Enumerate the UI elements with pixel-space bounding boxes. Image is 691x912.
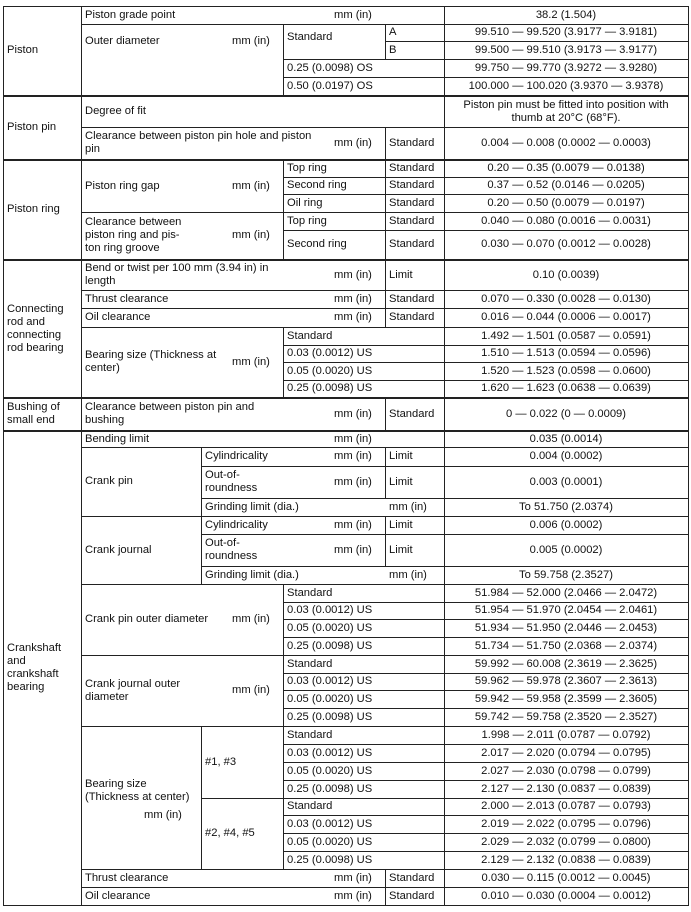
spec-value: 1.998 — 2.011 (0.0787 — 0.0792)	[481, 728, 651, 741]
condition-label: Standard	[389, 179, 435, 191]
spec-value: 51.934 — 51.950 (2.0446 — 2.0453)	[474, 621, 658, 634]
grade-label: B	[389, 43, 397, 56]
unit-label: mm (in)	[334, 292, 372, 305]
grid-line	[283, 619, 689, 620]
spec-value: 2.127 — 2.130 (0.0837 — 0.0839)	[481, 782, 651, 795]
unit-label: mm (in)	[334, 311, 372, 323]
grid-line	[283, 708, 689, 709]
grid-line	[3, 398, 689, 399]
grid-line	[283, 160, 284, 260]
unit-label: mm (in)	[232, 355, 270, 368]
ring-label: Oil ring	[287, 196, 323, 209]
grid-line	[283, 780, 689, 781]
condition-label: Standard	[389, 292, 435, 305]
grid-line	[81, 327, 689, 328]
grid-line	[444, 6, 445, 906]
unit-label: mm (in)	[232, 684, 270, 696]
spec-value: 59.742 — 59.758 (2.3520 — 2.3527)	[474, 710, 658, 723]
grid-line	[81, 6, 82, 906]
unit-label: mm (in)	[334, 871, 372, 884]
spec-label: Piston grade point	[85, 8, 176, 21]
grid-line	[385, 41, 689, 42]
condition-label: Standard	[389, 311, 435, 323]
unit-label: mm (in)	[334, 543, 372, 556]
spec-value: 0.20 — 0.50 (0.0079 — 0.0197)	[487, 196, 645, 209]
grade-label: A	[389, 26, 397, 38]
spec-value: To 51.750 (2.0374)	[519, 500, 613, 513]
condition-label: Limit	[389, 268, 413, 281]
grid-line	[201, 566, 689, 567]
grid-line	[283, 380, 689, 381]
unit-label: mm (in)	[334, 475, 372, 488]
spec-label: Bearing size (Thickness at center)	[85, 777, 190, 803]
spec-label: Grinding limit (dia.)	[205, 500, 299, 513]
spec-value: 0.37 — 0.52 (0.0146 — 0.0205)	[487, 179, 645, 191]
spec-value: 0.010 — 0.030 (0.0004 — 0.0012)	[481, 889, 651, 902]
spec-value: 59.992 — 60.008 (2.3619 — 2.3625)	[474, 657, 658, 670]
grid-line	[283, 177, 689, 178]
size-label: 0.05 (0.0020) US	[287, 835, 373, 848]
grid-line	[3, 6, 689, 7]
condition-label: Limit	[389, 450, 413, 462]
spec-label: Clearance between piston ring and pis- ton ring groove	[85, 216, 182, 254]
bearing-group-label: #1, #3	[205, 755, 237, 768]
grid-line	[688, 6, 689, 906]
spec-value: 0.10 (0.0039)	[532, 268, 600, 281]
unit-label: mm (in)	[334, 889, 372, 902]
grid-line	[385, 24, 386, 60]
oversize-label: 0.50 (0.0197) OS	[287, 79, 373, 92]
spec-value: 51.734 — 51.750 (2.0368 — 2.0374)	[474, 639, 658, 652]
spec-value: To 59.758 (2.3527)	[519, 568, 613, 581]
spec-label: Outer diameter	[85, 35, 160, 47]
grid-line	[81, 726, 689, 727]
spec-value: 0.20 — 0.35 (0.0079 — 0.0138)	[487, 162, 645, 174]
ring-label: Top ring	[287, 214, 327, 227]
grid-line	[201, 498, 689, 499]
grid-line	[283, 673, 689, 674]
spec-label: Bending limit	[85, 432, 150, 445]
grid-line	[283, 345, 689, 346]
unit-label: mm (in)	[232, 613, 270, 625]
spec-value: 0.004 — 0.008 (0.0002 — 0.0003)	[481, 136, 651, 149]
grid-line	[81, 308, 689, 309]
spec-value: 0.003 (0.0001)	[529, 475, 603, 488]
ring-label: Second ring	[287, 179, 347, 191]
condition-label: Limit	[389, 475, 413, 488]
size-label: 0.05 (0.0020) US	[287, 764, 373, 777]
section-title-connecting-rod: Connecting rod and connecting rod bearing	[7, 302, 64, 354]
spec-label: Crank journal outer diameter	[85, 677, 181, 703]
grid-line	[283, 762, 689, 763]
size-label: Standard	[287, 329, 333, 342]
spec-value: 0.070 — 0.330 (0.0028 — 0.0130)	[481, 292, 651, 305]
spec-value: 0.040 — 0.080 (0.0016 — 0.0031)	[481, 214, 651, 227]
condition-label: Standard	[389, 136, 435, 149]
grid-line	[283, 637, 689, 638]
grid-line	[283, 602, 689, 603]
spec-value: 51.984 — 52.000 (2.0466 — 2.0472)	[474, 586, 658, 599]
size-label: Standard	[287, 586, 333, 599]
spec-label: Clearance between piston pin hole and piston pin	[85, 130, 312, 155]
spec-label: Cylindricality	[205, 518, 268, 531]
size-label: 0.03 (0.0012) US	[287, 675, 373, 687]
spec-value: 0.004 (0.0002)	[529, 450, 603, 462]
section-title-bushing: Bushing of small end	[7, 401, 60, 426]
spec-label: Piston ring gap	[85, 179, 160, 192]
grid-line	[283, 59, 689, 60]
grid-line	[81, 584, 689, 585]
section-title-crankshaft: Crankshaft and crankshaft bearing	[7, 642, 62, 693]
spec-value: 0.016 — 0.044 (0.0006 — 0.0017)	[481, 311, 651, 323]
unit-label: mm (in)	[334, 432, 372, 445]
condition-label: Standard	[389, 238, 435, 250]
grid-line	[385, 398, 386, 431]
grid-line	[201, 466, 689, 467]
size-label: Standard	[287, 728, 333, 741]
spec-label: Crank pin	[85, 475, 133, 487]
spec-value: 99.750 — 99.770 (3.9272 — 3.9280)	[474, 61, 658, 74]
spec-value: 51.954 — 51.970 (2.0454 — 2.0461)	[474, 604, 658, 616]
condition-label: Standard	[389, 214, 435, 227]
grid-line	[81, 212, 689, 213]
section-title-piston-ring: Piston ring	[7, 203, 60, 215]
spec-value: 1.520 — 1.523 (0.0598 — 0.0600)	[481, 364, 651, 377]
spec-label: Out-of- roundness	[205, 469, 258, 494]
spec-value: 1.510 — 1.513 (0.0594 — 0.0596)	[481, 347, 651, 359]
grid-line	[81, 516, 689, 517]
unit-label: mm (in)	[389, 500, 427, 513]
unit-label: mm (in)	[232, 35, 270, 47]
condition-label: Limit	[389, 518, 413, 531]
unit-label: mm (in)	[334, 518, 372, 531]
spec-value: 0.030 — 0.115 (0.0012 — 0.0045)	[481, 871, 651, 884]
grid-line	[3, 96, 689, 97]
spec-value: 100.000 — 100.020 (3.9370 — 3.9378)	[468, 79, 664, 92]
grid-line	[283, 230, 689, 231]
spec-value: 0 — 0.022 (0 — 0.0009)	[505, 407, 627, 420]
grid-line	[3, 905, 689, 906]
unit-label: mm (in)	[334, 407, 372, 420]
unit-label: mm (in)	[334, 8, 372, 21]
condition-label: Limit	[389, 543, 413, 556]
grid-line	[3, 260, 689, 261]
size-label: 0.03 (0.0012) US	[287, 347, 373, 359]
condition-label: Standard	[389, 196, 435, 209]
spec-value: 2.029 — 2.032 (0.0799 — 0.0800)	[481, 835, 651, 848]
size-label: 0.25 (0.0098) US	[287, 382, 373, 394]
spec-value: 2.000 — 2.013 (0.0787 — 0.0793)	[481, 800, 651, 812]
spec-value: 0.030 — 0.070 (0.0012 — 0.0028)	[481, 238, 651, 250]
unit-label: mm (in)	[334, 268, 372, 281]
grid-line	[3, 160, 689, 161]
grid-line	[283, 194, 689, 195]
spec-label: Oil clearance	[85, 889, 151, 902]
size-label: Standard	[287, 800, 333, 812]
grid-line	[283, 362, 689, 363]
size-label: 0.25 (0.0098) US	[287, 710, 373, 723]
unit-label: mm (in)	[232, 229, 270, 241]
spec-value: 59.962 — 59.978 (2.3607 — 2.3613)	[474, 675, 658, 687]
spec-value: Piston pin must be fitted into position with thumb at 20°C (68°F).	[463, 98, 669, 124]
spec-value: 99.510 — 99.520 (3.9177 — 3.9181)	[474, 26, 658, 38]
spec-label: Thrust clearance	[85, 871, 169, 884]
grid-line	[283, 24, 284, 96]
spec-label: Out-of- roundness	[205, 537, 258, 562]
size-label: 0.25 (0.0098) US	[287, 639, 373, 652]
unit-label: mm (in)	[144, 809, 182, 821]
condition-label: Standard	[389, 871, 435, 884]
condition-label: Standard	[389, 407, 435, 420]
size-label: 0.03 (0.0012) US	[287, 604, 373, 616]
spec-value: 1.620 — 1.623 (0.0638 — 0.0639)	[481, 382, 651, 394]
ring-label: Top ring	[287, 162, 327, 174]
spec-label: Thrust clearance	[85, 292, 169, 305]
grid-line	[283, 690, 689, 691]
spec-value: 2.129 — 2.132 (0.0838 — 0.0839)	[481, 853, 651, 866]
size-label: 0.05 (0.0020) US	[287, 692, 373, 705]
ring-label: Second ring	[287, 238, 347, 250]
spec-label: Cylindricality	[205, 450, 268, 462]
grid-line	[283, 744, 689, 745]
grid-line	[385, 160, 386, 260]
grid-line	[283, 77, 689, 78]
size-label: 0.03 (0.0012) US	[287, 817, 373, 830]
spec-label: Crank pin outer diameter	[85, 613, 209, 625]
spec-value: 0.035 (0.0014)	[529, 432, 603, 445]
grid-line	[385, 869, 386, 906]
spec-value: 59.942 — 59.958 (2.3599 — 2.3605)	[474, 692, 658, 705]
unit-label: mm (in)	[232, 179, 270, 192]
spec-value: 2.027 — 2.030 (0.0798 — 0.0799)	[481, 764, 651, 777]
section-title-piston: Piston	[7, 44, 39, 56]
spec-value: 2.019 — 2.022 (0.0795 — 0.0796)	[481, 817, 651, 830]
condition-label: Standard	[389, 889, 435, 902]
grid-line	[3, 431, 689, 432]
size-label: Standard	[287, 657, 333, 670]
spec-value: 38.2 (1.504)	[535, 8, 597, 21]
grid-line	[201, 534, 689, 535]
size-label: 0.25 (0.0098) US	[287, 782, 373, 795]
size-label: 0.25 (0.0098) US	[287, 853, 373, 866]
spec-label: Bearing size (Thickness at center)	[85, 349, 217, 374]
size-label: 0.05 (0.0020) US	[287, 621, 373, 634]
grid-line	[3, 6, 4, 906]
spec-label: Crank journal	[85, 543, 152, 556]
oversize-label: 0.25 (0.0098) OS	[287, 61, 373, 74]
grid-line	[283, 833, 689, 834]
spec-label: Bend or twist per 100 mm (3.94 in) in length	[85, 262, 269, 287]
section-title-piston-pin: Piston pin	[7, 121, 57, 133]
unit-label: mm (in)	[334, 136, 372, 149]
grid-line	[81, 290, 689, 291]
unit-label: mm (in)	[334, 450, 372, 462]
grid-line	[81, 655, 689, 656]
spec-label: Oil clearance	[85, 311, 151, 323]
grid-line	[201, 798, 689, 799]
spec-value: 0.006 (0.0002)	[529, 518, 603, 531]
spec-value: 1.492 — 1.501 (0.0587 — 0.0591)	[481, 329, 651, 342]
grid-line	[385, 447, 386, 499]
grid-line	[385, 516, 386, 567]
spec-value: 2.017 — 2.020 (0.0794 — 0.0795)	[481, 746, 651, 759]
bearing-group-label: #2, #4, #5	[205, 827, 255, 839]
condition-label: Standard	[389, 162, 435, 174]
grid-line	[283, 851, 689, 852]
spec-value: 99.500 — 99.510 (3.9173 — 3.9177)	[474, 43, 658, 56]
grid-line	[385, 127, 386, 160]
size-label: 0.03 (0.0012) US	[287, 746, 373, 759]
size-label: 0.05 (0.0020) US	[287, 364, 373, 377]
spec-value: 0.005 (0.0002)	[529, 543, 603, 556]
condition-label: Standard	[287, 30, 333, 43]
spec-label: Clearance between piston pin and bushing	[85, 401, 255, 426]
grid-line	[283, 815, 689, 816]
unit-label: mm (in)	[389, 568, 427, 581]
spec-label: Degree of fit	[85, 105, 146, 117]
grid-line	[283, 584, 284, 870]
spec-label: Grinding limit (dia.)	[205, 568, 299, 581]
grid-line	[385, 260, 386, 328]
